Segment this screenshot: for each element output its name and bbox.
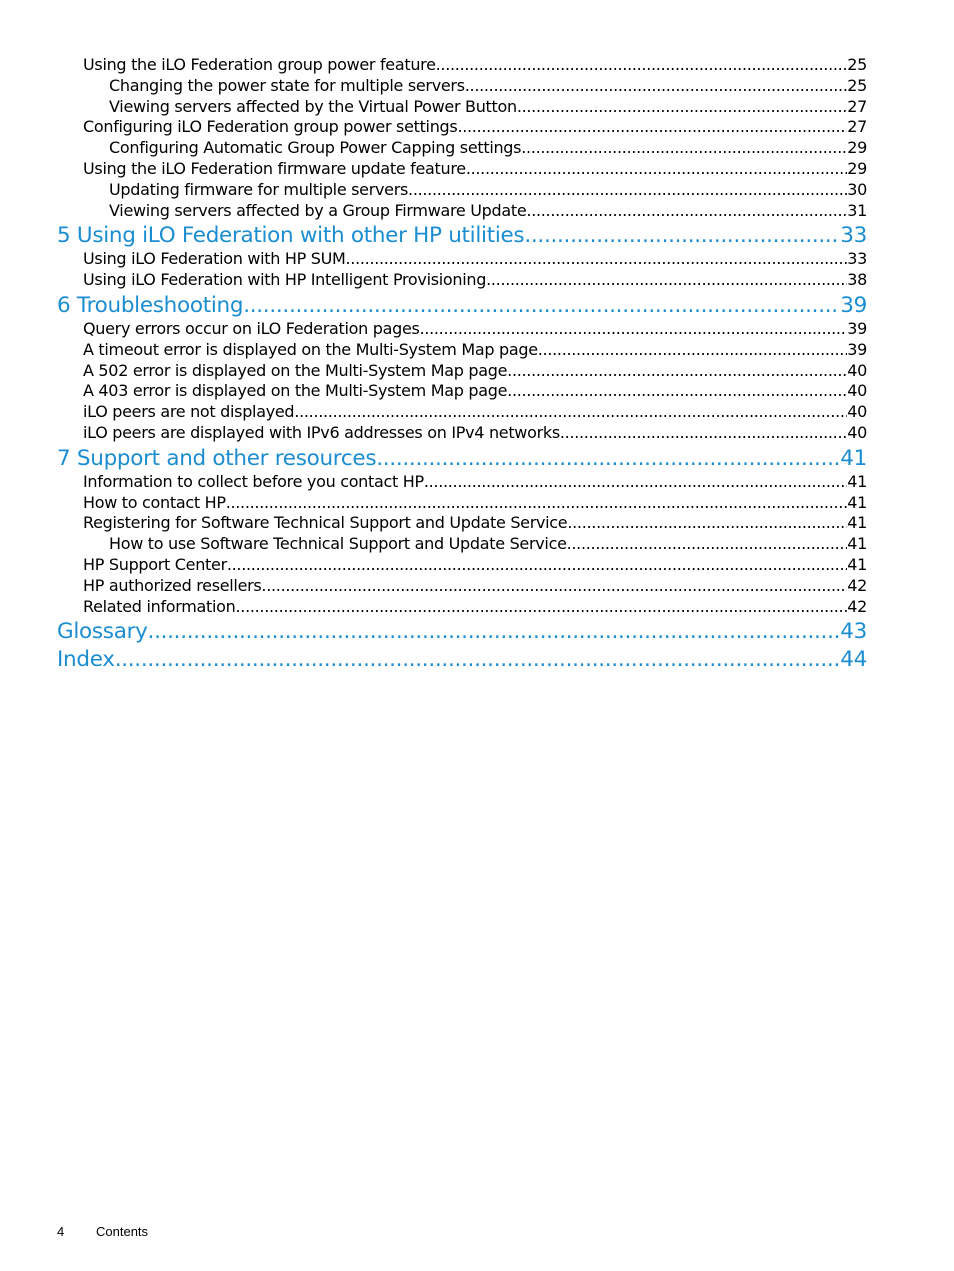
dot-leader — [424, 472, 847, 493]
toc-entry-title: Updating firmware for multiple servers — [109, 179, 409, 199]
toc-entry-page-number: 44 — [840, 647, 867, 673]
toc-entry-title: Registering for Software Technical Support and Update Service — [83, 513, 568, 533]
dot-leader — [376, 446, 840, 472]
toc-entry-title: HP authorized resellers — [83, 575, 262, 595]
dot-leader — [294, 402, 847, 423]
toc-entry-title: Related information — [83, 596, 236, 616]
toc-entry[interactable] — [57, 76, 867, 97]
toc-entry-title: A 502 error is displayed on the Multi-System Map page — [83, 360, 508, 380]
toc-entry-title: 6 Troubleshooting — [57, 292, 244, 318]
toc-entry-title: 7 Support and other resources — [57, 445, 377, 471]
dot-leader — [436, 55, 848, 76]
toc-entry-title: Using iLO Federation with HP SUM — [83, 249, 346, 269]
toc-entry-page-number: 41 — [840, 445, 867, 471]
toc-entry[interactable] — [57, 55, 867, 76]
dot-leader — [346, 249, 848, 270]
toc-entry-title: Information to collect before you contact HP — [83, 471, 424, 491]
toc-entry-title: How to contact HP — [83, 492, 226, 512]
dot-leader — [420, 319, 848, 340]
dot-leader — [486, 270, 847, 291]
dot-leader — [457, 117, 847, 138]
toc-entry[interactable] — [57, 423, 867, 444]
toc-entry-title: Configuring Automatic Group Power Capping settings — [109, 138, 522, 158]
toc-entry-page-number: 39 — [847, 339, 867, 359]
toc-entry-page-number: 40 — [847, 422, 867, 442]
toc-entry-page-number: 25 — [847, 75, 867, 95]
dot-leader — [507, 381, 847, 402]
toc-entry[interactable] — [57, 555, 867, 576]
dot-leader — [507, 361, 847, 382]
toc-entry[interactable] — [57, 117, 867, 138]
toc-entry-title: Configuring iLO Federation group power settings — [83, 117, 458, 137]
toc-entry[interactable] — [57, 180, 867, 201]
dot-leader — [148, 619, 841, 645]
toc-chapter-entry[interactable] — [57, 617, 867, 645]
toc-entry-page-number: 30 — [847, 179, 867, 199]
dot-leader — [524, 223, 840, 249]
dot-leader — [521, 138, 847, 159]
toc-entry[interactable] — [57, 534, 867, 555]
toc-entry-page-number: 31 — [847, 200, 867, 220]
toc-entry-title: Using iLO Federation with HP Intelligent Provisioning — [83, 270, 487, 290]
dot-leader — [560, 423, 847, 444]
dot-leader — [526, 201, 847, 222]
toc-entry-title: Query errors occur on iLO Federation pages — [83, 318, 420, 338]
dot-leader — [538, 340, 847, 361]
toc-chapter-entry[interactable] — [57, 444, 867, 472]
toc-entry-page-number: 41 — [847, 471, 867, 491]
toc-entry-title: A timeout error is displayed on the Multi-System Map page — [83, 339, 538, 359]
footer-page-number: 4 — [57, 1224, 65, 1239]
toc-entry[interactable] — [57, 472, 867, 493]
dot-leader — [226, 493, 848, 514]
footer-section-label: Contents — [96, 1224, 149, 1239]
toc-entry-title: 5 Using iLO Federation with other HP utilities — [57, 223, 525, 249]
toc-entry[interactable] — [57, 138, 867, 159]
toc-entry[interactable] — [57, 201, 867, 222]
toc-entry[interactable] — [57, 249, 867, 270]
dot-leader — [517, 97, 847, 118]
toc-entry[interactable] — [57, 340, 867, 361]
toc-entry-page-number: 41 — [847, 492, 867, 512]
toc-entry[interactable] — [57, 159, 867, 180]
toc-entry[interactable] — [57, 493, 867, 514]
toc-entry-title: A 403 error is displayed on the Multi-System Map page — [83, 381, 508, 401]
toc-entry-title: Viewing servers affected by the Virtual Power Button — [109, 96, 517, 116]
toc-entry[interactable] — [57, 597, 867, 618]
dot-leader — [236, 597, 848, 618]
dot-leader — [243, 293, 840, 319]
toc-entry-page-number: 42 — [847, 575, 867, 595]
toc-entry-page-number: 40 — [847, 402, 867, 422]
toc-entry[interactable] — [57, 319, 867, 340]
dot-leader — [465, 76, 847, 97]
toc-entry-page-number: 40 — [847, 360, 867, 380]
toc-entry-title: Index — [57, 647, 115, 673]
toc-entry-page-number: 27 — [847, 117, 867, 137]
toc-entry-title: Using the iLO Federation firmware update feature — [83, 158, 466, 178]
toc-entry[interactable] — [57, 381, 867, 402]
toc-entry-page-number: 25 — [847, 55, 867, 74]
toc-entry-title: How to use Software Technical Support and Update Service — [109, 534, 567, 554]
toc-entry-page-number: 38 — [847, 270, 867, 290]
toc-entry-page-number: 41 — [847, 554, 867, 574]
toc-entry-page-number: 33 — [847, 249, 867, 269]
toc-entry-title: iLO peers are displayed with IPv6 addresses on IPv4 networks — [83, 422, 560, 442]
toc-entry-title: Using the iLO Federation group power feature — [83, 55, 436, 74]
toc-entry-page-number: 41 — [847, 534, 867, 554]
toc-entry-page-number: 27 — [847, 96, 867, 116]
toc-entry-page-number: 29 — [847, 158, 867, 178]
toc-entry-title: iLO peers are not displayed — [83, 402, 295, 422]
dot-leader — [567, 513, 847, 534]
toc-entry-page-number: 29 — [847, 138, 867, 158]
toc-entry-page-number: 42 — [847, 596, 867, 616]
dot-leader — [408, 180, 847, 201]
toc-chapter-entry[interactable] — [57, 221, 867, 249]
toc-entry[interactable] — [57, 576, 867, 597]
toc-entry-title: HP Support Center — [83, 554, 227, 574]
dot-leader — [466, 159, 847, 180]
toc-entry[interactable] — [57, 402, 867, 423]
toc-entry-page-number: 41 — [847, 513, 867, 533]
toc-entry-page-number: 40 — [847, 381, 867, 401]
toc-entry[interactable] — [57, 513, 867, 534]
dot-leader — [261, 576, 847, 597]
toc-entry-title: Changing the power state for multiple servers — [109, 75, 465, 95]
toc-chapter-entry[interactable] — [57, 645, 867, 673]
toc-entry-page-number: 43 — [840, 619, 867, 645]
page-footer — [57, 1223, 148, 1241]
dot-leader — [115, 647, 841, 673]
table-of-contents — [57, 55, 867, 673]
toc-entry-page-number: 39 — [840, 292, 867, 318]
toc-chapter-entry[interactable] — [57, 291, 867, 319]
toc-entry[interactable] — [57, 361, 867, 382]
toc-entry[interactable] — [57, 97, 867, 118]
dot-leader — [227, 555, 847, 576]
toc-entry[interactable] — [57, 270, 867, 291]
toc-entry-page-number: 39 — [847, 318, 867, 338]
toc-entry-title: Glossary — [57, 619, 148, 645]
dot-leader — [567, 534, 848, 555]
toc-entry-page-number: 33 — [840, 223, 867, 249]
toc-entry-title: Viewing servers affected by a Group Firmware Update — [109, 200, 527, 220]
